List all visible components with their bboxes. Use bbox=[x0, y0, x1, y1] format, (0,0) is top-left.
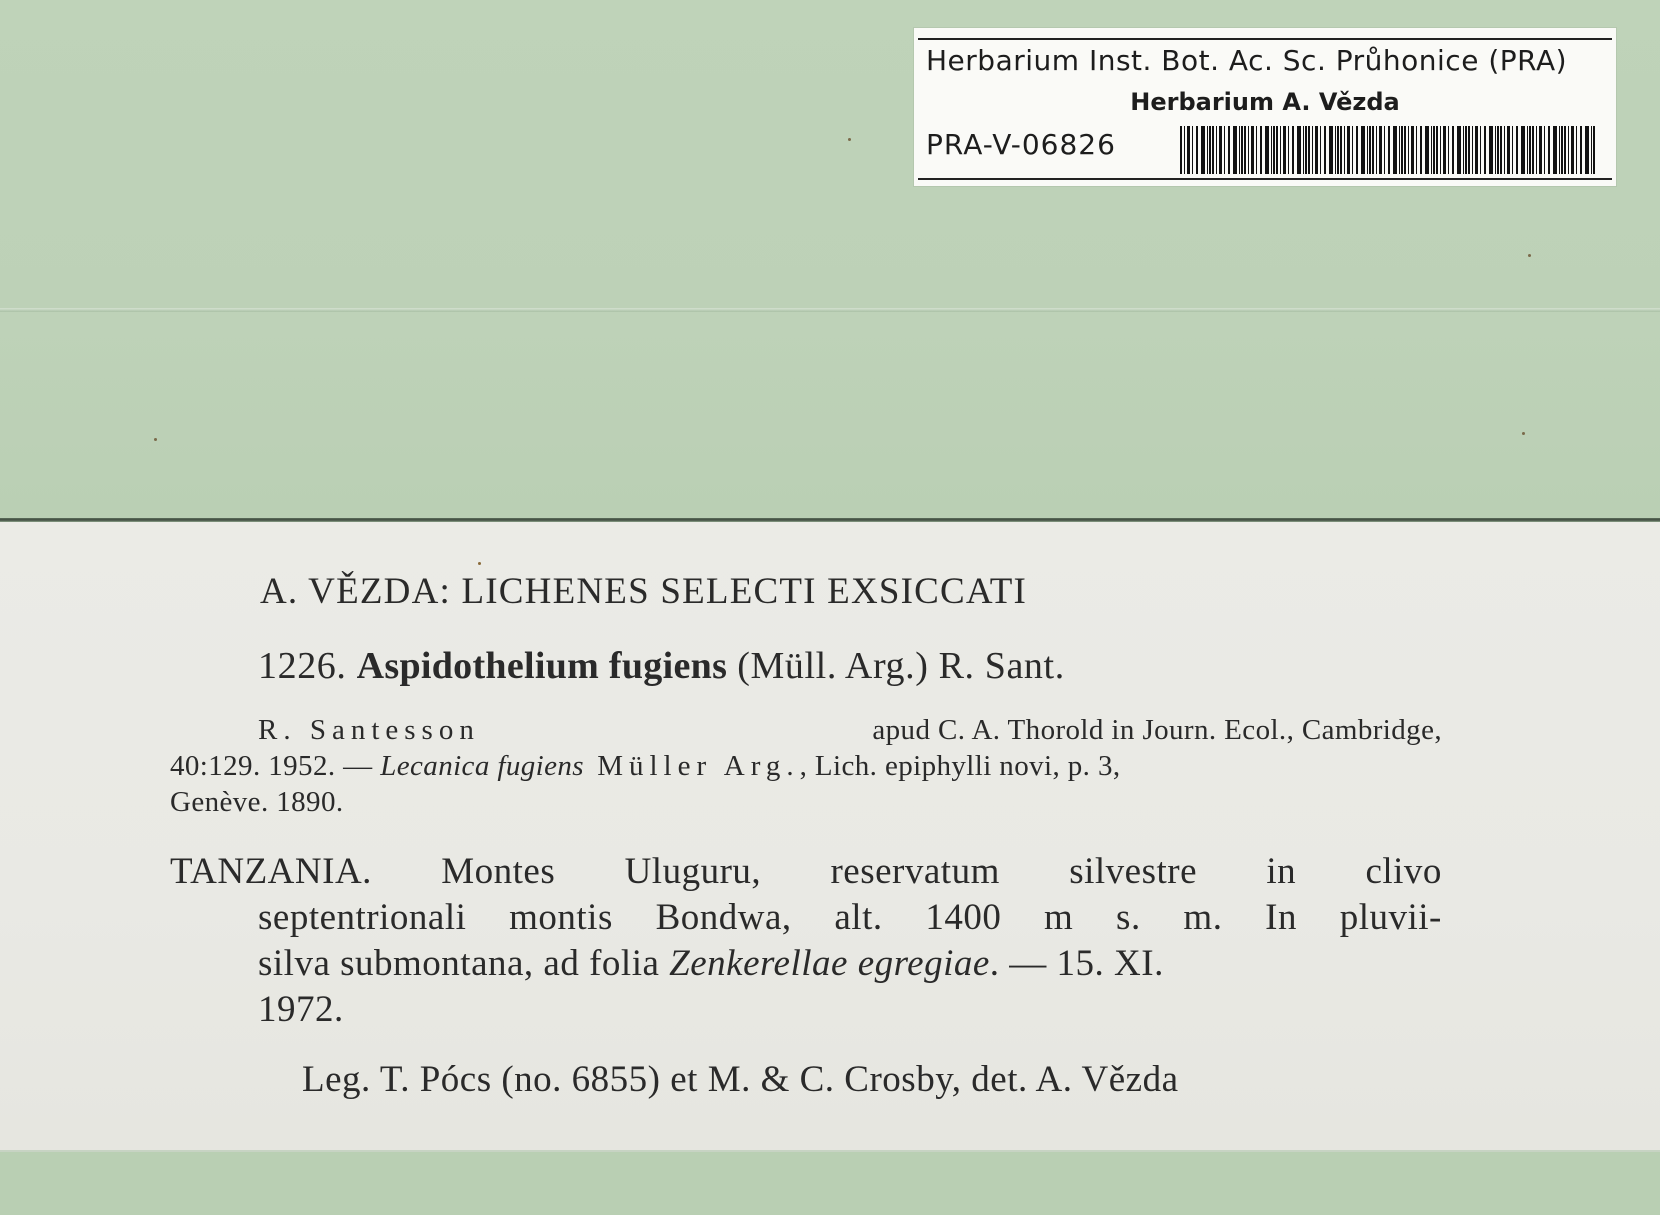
barcode-bar bbox=[1251, 126, 1254, 174]
barcode-bar bbox=[1433, 126, 1435, 174]
barcode-bar bbox=[1568, 126, 1569, 174]
barcode-bar bbox=[1297, 126, 1301, 174]
barcode-bar bbox=[1401, 126, 1403, 174]
barcode-bar bbox=[1192, 126, 1193, 174]
barcode-bar bbox=[1468, 126, 1470, 174]
exsiccata-number: 1226. bbox=[258, 645, 347, 687]
barcode-bar bbox=[1344, 126, 1345, 174]
locality-line-2 bbox=[258, 896, 1442, 939]
barcode-bar bbox=[1256, 126, 1257, 174]
barcode-bar bbox=[1475, 126, 1478, 174]
barcode-bar bbox=[1361, 126, 1365, 174]
host-plant: Zenkerellae egregiae bbox=[669, 943, 990, 984]
barcode-bar bbox=[1527, 126, 1528, 174]
barcode-bar bbox=[1521, 126, 1525, 174]
reference-line-3: Genève. 1890. bbox=[170, 786, 344, 818]
basionym: Lecanica fugiens bbox=[380, 750, 584, 782]
barcode-bar bbox=[1571, 126, 1574, 174]
barcode-bar bbox=[1436, 126, 1438, 174]
species-heading bbox=[258, 644, 1065, 688]
barcode-bar bbox=[1379, 126, 1382, 174]
barcode-bar bbox=[1209, 126, 1211, 174]
barcode-bar bbox=[1283, 126, 1286, 174]
paper-speck bbox=[1522, 432, 1525, 435]
barcode-bar bbox=[1532, 126, 1534, 174]
barcode-bar bbox=[1576, 126, 1577, 174]
barcode-bar bbox=[1292, 126, 1294, 174]
barcode-bar bbox=[1340, 126, 1342, 174]
locality-line-1-word: Uluguru, bbox=[624, 851, 762, 892]
barcode-bar bbox=[1495, 126, 1496, 174]
barcode-bar bbox=[1431, 126, 1432, 174]
barcode-bar bbox=[1308, 126, 1310, 174]
barcode-bar bbox=[1241, 126, 1243, 174]
locality-line-2-word: m bbox=[1044, 897, 1074, 938]
barcode-bar bbox=[1411, 126, 1414, 174]
paper-speck bbox=[848, 138, 851, 141]
collection-date: . — 15. XI. bbox=[989, 943, 1164, 984]
barcode-bar bbox=[1388, 126, 1390, 174]
barcode-bar bbox=[1288, 126, 1289, 174]
barcode-bar bbox=[1539, 126, 1542, 174]
locality-line-2-word: In bbox=[1265, 897, 1297, 938]
barcode-bar bbox=[1404, 126, 1406, 174]
barcode-bar bbox=[1399, 126, 1400, 174]
locality-line-1-word: clivo bbox=[1365, 851, 1442, 892]
collectors-line: Leg. T. Pócs (no. 6855) et M. & C. Crosby, det. A. Vězda bbox=[302, 1059, 1179, 1100]
barcode-bar bbox=[1416, 126, 1417, 174]
barcode-bar bbox=[1315, 126, 1318, 174]
barcode-bar bbox=[1593, 126, 1595, 174]
barcode-bar bbox=[1443, 126, 1446, 174]
barcode-bar bbox=[1335, 126, 1336, 174]
folder-bottom-flap bbox=[0, 1150, 1660, 1215]
barcode-bar bbox=[1367, 126, 1368, 174]
reference-citation: 40:129. 1952. — bbox=[170, 750, 381, 782]
barcode-bar bbox=[1305, 126, 1307, 174]
barcode-bar bbox=[1484, 126, 1486, 174]
barcode-bar bbox=[1265, 126, 1269, 174]
paper-speck bbox=[154, 438, 157, 441]
barcode-bar bbox=[1452, 126, 1454, 174]
barcode-bar bbox=[1372, 126, 1374, 174]
locality-line-1-word: TANZANIA. bbox=[170, 851, 372, 892]
barcode-bar bbox=[1585, 126, 1589, 174]
reference-line-1 bbox=[258, 714, 1442, 747]
basionym-source: , Lich. epiphylli novi, p. 3, bbox=[799, 750, 1121, 782]
barcode-bar bbox=[1273, 126, 1275, 174]
locality-line-1-word: in bbox=[1266, 851, 1297, 892]
locality-line-2-word: septentrionali bbox=[258, 897, 467, 938]
locality-line-2-word: s. bbox=[1116, 897, 1141, 938]
barcode-bar bbox=[1559, 126, 1560, 174]
barcode-label bbox=[914, 28, 1616, 186]
barcode-bar bbox=[1457, 126, 1461, 174]
barcode-bar bbox=[1329, 126, 1333, 174]
institution-name: Herbarium Inst. Bot. Ac. Sc. Průhonice (PRA) bbox=[926, 44, 1568, 77]
locality-line-2-word: alt. bbox=[834, 897, 883, 938]
series-title: A. VĚZDA: LICHENES SELECTI EXSICCATI bbox=[260, 571, 1028, 612]
barcode-bar bbox=[1303, 126, 1304, 174]
barcode-bar bbox=[1219, 126, 1222, 174]
barcode-bar bbox=[1465, 126, 1467, 174]
barcode-bar bbox=[1201, 126, 1205, 174]
barcode-bar bbox=[1393, 126, 1397, 174]
barcode-bar bbox=[1480, 126, 1481, 174]
barcode-bar bbox=[1536, 126, 1537, 174]
locality-line-2-word: m. bbox=[1183, 897, 1223, 938]
barcode-bar bbox=[1548, 126, 1550, 174]
barcode-bar bbox=[1196, 126, 1198, 174]
barcode-bar bbox=[1384, 126, 1385, 174]
paper-speck bbox=[478, 562, 481, 565]
barcode-bar bbox=[1276, 126, 1278, 174]
barcode-bar bbox=[1271, 126, 1272, 174]
barcode-bar bbox=[1369, 126, 1371, 174]
taxon-author: (Müll. Arg.) R. Sant. bbox=[737, 645, 1065, 687]
barcode-bar bbox=[1187, 126, 1190, 174]
barcode-bar bbox=[1352, 126, 1353, 174]
barcode-bar bbox=[1561, 126, 1563, 174]
barcode-image bbox=[1180, 126, 1598, 174]
barcode-bar bbox=[1376, 126, 1377, 174]
basionym-author: Müller Arg. bbox=[583, 750, 800, 782]
barcode-bar bbox=[1224, 126, 1225, 174]
taxon-name: Aspidothelium fugiens bbox=[356, 645, 728, 687]
barcode-bar bbox=[1420, 126, 1422, 174]
barcode-bar bbox=[1356, 126, 1358, 174]
locality-line-3 bbox=[258, 942, 1164, 985]
locality-line-2-word: pluvii- bbox=[1339, 897, 1442, 938]
habitat: silva submontana, ad folia bbox=[258, 943, 670, 984]
locality-line-1 bbox=[170, 850, 1442, 893]
barcode-label-bottom-rule bbox=[918, 178, 1612, 180]
locality-line-4: 1972. bbox=[258, 989, 344, 1030]
barcode-bar bbox=[1408, 126, 1409, 174]
barcode-bar bbox=[1228, 126, 1230, 174]
barcode-bar bbox=[1244, 126, 1246, 174]
folder-middle-flap bbox=[0, 312, 1660, 522]
barcode-bar bbox=[1463, 126, 1464, 174]
barcode-bar bbox=[1504, 126, 1505, 174]
barcode-bar bbox=[1184, 126, 1185, 174]
barcode-bar bbox=[1472, 126, 1473, 174]
barcode-bar bbox=[1207, 126, 1208, 174]
barcode-bar bbox=[1212, 126, 1214, 174]
barcode-bar bbox=[1507, 126, 1510, 174]
locality-line-2-word: 1400 bbox=[925, 897, 1002, 938]
barcode-bar bbox=[1529, 126, 1531, 174]
specimen-id: PRA-V-06826 bbox=[926, 128, 1116, 161]
barcode-bar bbox=[1180, 126, 1182, 174]
barcode-bar bbox=[1497, 126, 1499, 174]
barcode-bar bbox=[1512, 126, 1513, 174]
exsiccata-label bbox=[0, 522, 1660, 1150]
locality-line-1-word: Montes bbox=[441, 851, 556, 892]
barcode-bar bbox=[1553, 126, 1557, 174]
barcode-bar bbox=[1425, 126, 1429, 174]
barcode-bar bbox=[1216, 126, 1217, 174]
reference-author: R. Santesson bbox=[258, 714, 480, 746]
barcode-bar bbox=[1239, 126, 1240, 174]
barcode-bar bbox=[1324, 126, 1326, 174]
barcode-bar bbox=[1260, 126, 1262, 174]
barcode-bar bbox=[1312, 126, 1313, 174]
barcode-bar bbox=[1448, 126, 1449, 174]
barcode-bar bbox=[1564, 126, 1566, 174]
paper-speck bbox=[1528, 254, 1531, 257]
herbarium-name: Herbarium A. Vězda bbox=[1130, 88, 1400, 116]
barcode-bar bbox=[1280, 126, 1281, 174]
barcode-bar bbox=[1347, 126, 1350, 174]
locality-line-2-word: Bondwa, bbox=[655, 897, 792, 938]
barcode-bar bbox=[1591, 126, 1592, 174]
locality-line-2-word: montis bbox=[509, 897, 613, 938]
barcode-bar bbox=[1580, 126, 1582, 174]
reference-source: apud C. A. Thorold in Journ. Ecol., Cambridge, bbox=[872, 714, 1442, 746]
barcode-bar bbox=[1544, 126, 1545, 174]
locality-line-1-word: silvestre bbox=[1069, 851, 1197, 892]
barcode-bar bbox=[1500, 126, 1502, 174]
barcode-bar bbox=[1233, 126, 1237, 174]
barcode-bar bbox=[1516, 126, 1518, 174]
barcode-bar bbox=[1248, 126, 1249, 174]
barcode-bar bbox=[1337, 126, 1339, 174]
locality-line-1-word: reservatum bbox=[830, 851, 1000, 892]
barcode-bar bbox=[1440, 126, 1441, 174]
barcode-bar bbox=[1320, 126, 1321, 174]
reference-line-2 bbox=[170, 750, 1442, 783]
barcode-bar bbox=[1489, 126, 1493, 174]
barcode-label-top-rule bbox=[918, 38, 1612, 40]
